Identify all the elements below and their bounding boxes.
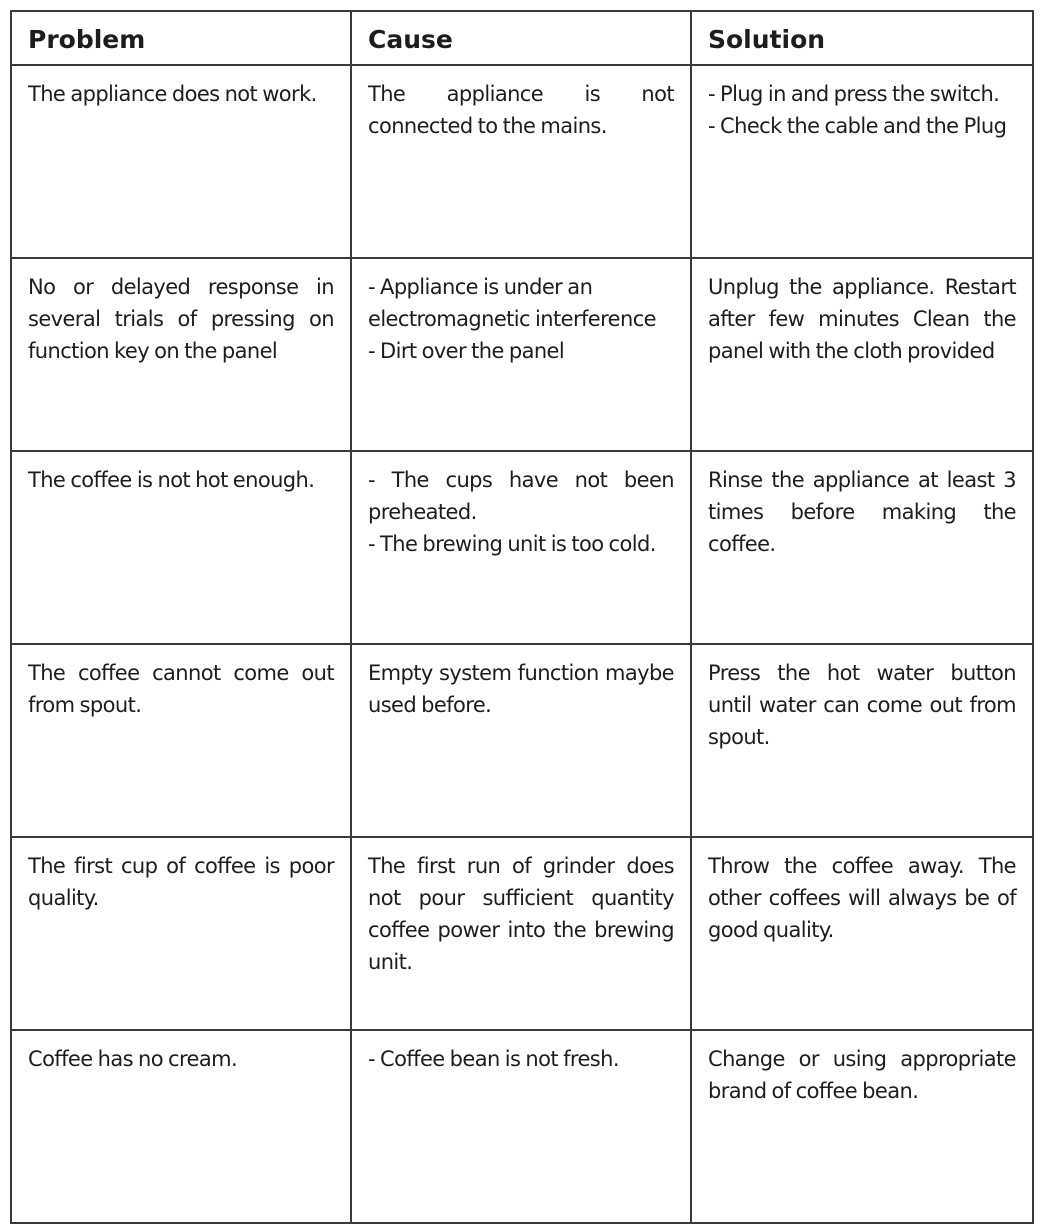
table-header-row	[11, 11, 1033, 65]
solution-cell	[691, 837, 1033, 1030]
table-row	[11, 451, 1033, 644]
problem-text: The appliance does not work.	[28, 82, 317, 106]
problem-text: The coffee cannot come out from spout.	[28, 661, 334, 717]
table-row	[11, 258, 1033, 451]
solution-text: - Plug in and press the switch. - Check the cable and the Plug	[708, 82, 1007, 138]
cause-cell	[351, 451, 691, 644]
solution-text: Unplug the appliance. Restart after few minutes Clean the panel with the cloth provided	[708, 275, 1016, 363]
problem-cell	[11, 65, 351, 258]
troubleshooting-table	[10, 10, 1034, 1224]
cause-cell	[351, 644, 691, 837]
cause-text: - Coffee bean is not fresh.	[368, 1047, 619, 1071]
solution-cell	[691, 258, 1033, 451]
cause-cell	[351, 837, 691, 1030]
problem-text: The first cup of coffee is poor quality.	[28, 854, 334, 910]
problem-cell	[11, 258, 351, 451]
table-row	[11, 1030, 1033, 1223]
header-solution: Solution	[691, 11, 1033, 65]
table-row	[11, 644, 1033, 837]
solution-cell	[691, 451, 1033, 644]
solution-text: Rinse the appliance at least 3 times before making the coffee.	[708, 468, 1016, 556]
problem-cell	[11, 1030, 351, 1223]
cause-text: The first run of grinder does not pour sufficient quantity coffee power into the brewing unit.	[368, 854, 674, 974]
header-cause: Cause	[351, 11, 691, 65]
solution-cell	[691, 644, 1033, 837]
solution-cell	[691, 65, 1033, 258]
cause-text: - The cups have not been preheated. - The brewing unit is too cold.	[368, 468, 674, 556]
cause-text: The appliance is not connected to the mains.	[368, 82, 674, 138]
header-problem: Problem	[11, 11, 351, 65]
problem-text: The coffee is not hot enough.	[28, 468, 315, 492]
cause-text: - Appliance is under an electromagnetic interference - Dirt over the panel	[368, 275, 656, 363]
solution-cell	[691, 1030, 1033, 1223]
cause-cell	[351, 258, 691, 451]
solution-text: Change or using appropriate brand of coffee bean.	[708, 1047, 1016, 1103]
solution-text: Throw the coffee away. The other coffees will always be of good quality.	[708, 854, 1016, 942]
table-row	[11, 65, 1033, 258]
solution-text: Press the hot water button until water can come out from spout.	[708, 661, 1016, 749]
problem-cell	[11, 451, 351, 644]
problem-cell	[11, 644, 351, 837]
problem-cell	[11, 837, 351, 1030]
cause-text: Empty system function maybe used before.	[368, 661, 674, 717]
cause-cell	[351, 1030, 691, 1223]
table-row	[11, 837, 1033, 1030]
cause-cell	[351, 65, 691, 258]
problem-text: Coffee has no cream.	[28, 1047, 238, 1071]
problem-text: No or delayed response in several trials of pressing on function key on the panel	[28, 275, 334, 363]
